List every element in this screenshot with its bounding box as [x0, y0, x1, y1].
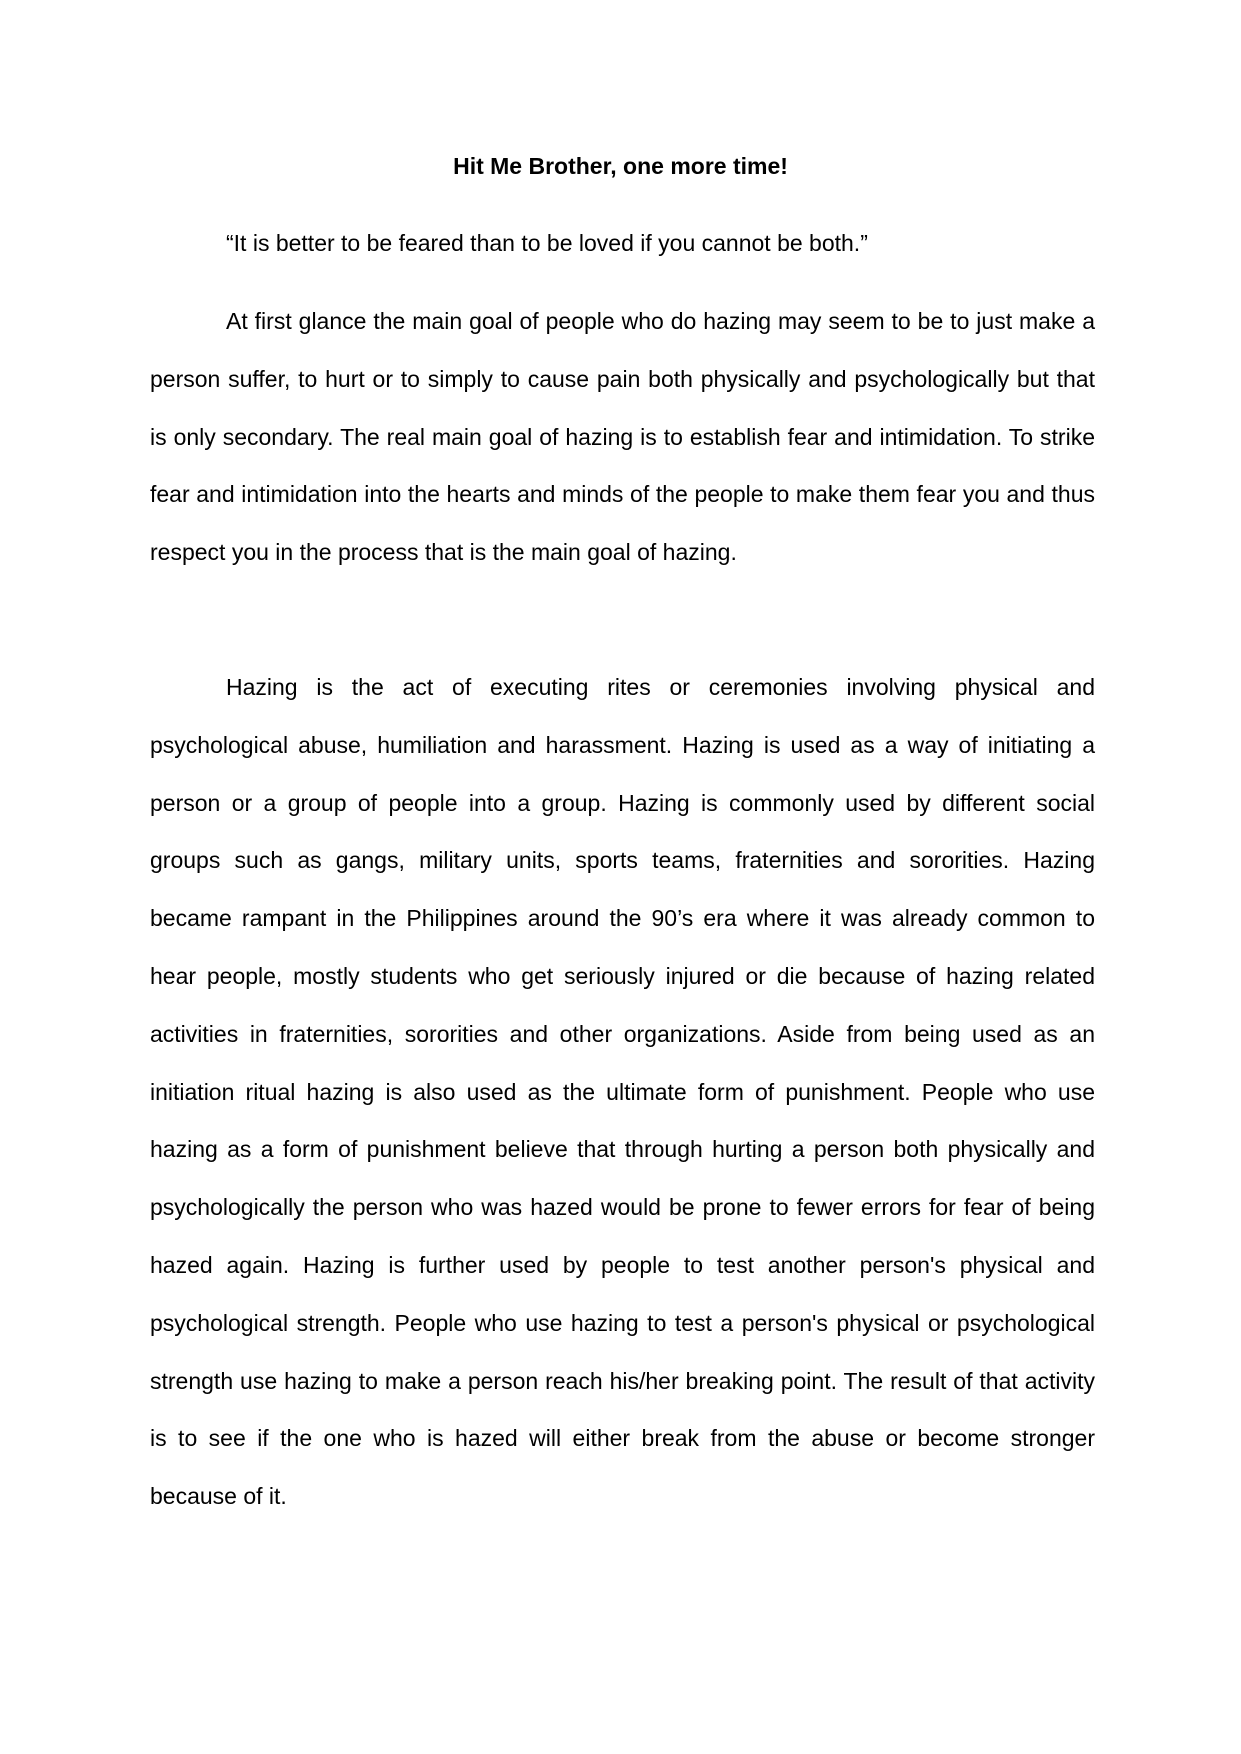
- body-paragraph-2: Hazing is the act of executing rites or ceremonies involving physical and psychological abuse, humiliation and harassment. Hazing is used as a way of initiating a person or a group of people into a group. Hazing is commonly used by different social groups such as gangs, military units, sports teams, fraternities and sororities. Hazing became rampant in the Philippines around the 90’s era where it was already common to hear people, mostly students who get seriously injured or die because of hazing related activities in fraternities, sororities and other organizations. Aside from being used as an initiation ritual hazing is also used as the ultimate form of punishment. People who use hazing as a form of punishment believe that through hurting a person both physically and psychologically the person who was hazed would be prone to fewer errors for fear of being hazed again. Hazing is further used by people to test another person's physical and psychological strength. People who use hazing to test a person's physical or psychological strength use hazing to make a person reach his/her breaking point. The result of that activity is to see if the one who is hazed will either break from the abuse or become stronger because of it.: [150, 674, 1095, 1510]
- body-paragraph-1: At first glance the main goal of people who do hazing may seem to be to just make a person suffer, to hurt or to simply to cause pain both physically and psychologically but that is only secondary. The real main goal of hazing is to establish fear and intimidation. To strike fear and intimidation into the hearts and minds of the people to make them fear you and thus respect you in the process that is the main goal of hazing.: [150, 308, 1095, 566]
- document-title: Hit Me Brother, one more time!: [453, 153, 788, 179]
- epigraph-quote: “It is better to be feared than to be loved if you cannot be both.”: [226, 230, 868, 256]
